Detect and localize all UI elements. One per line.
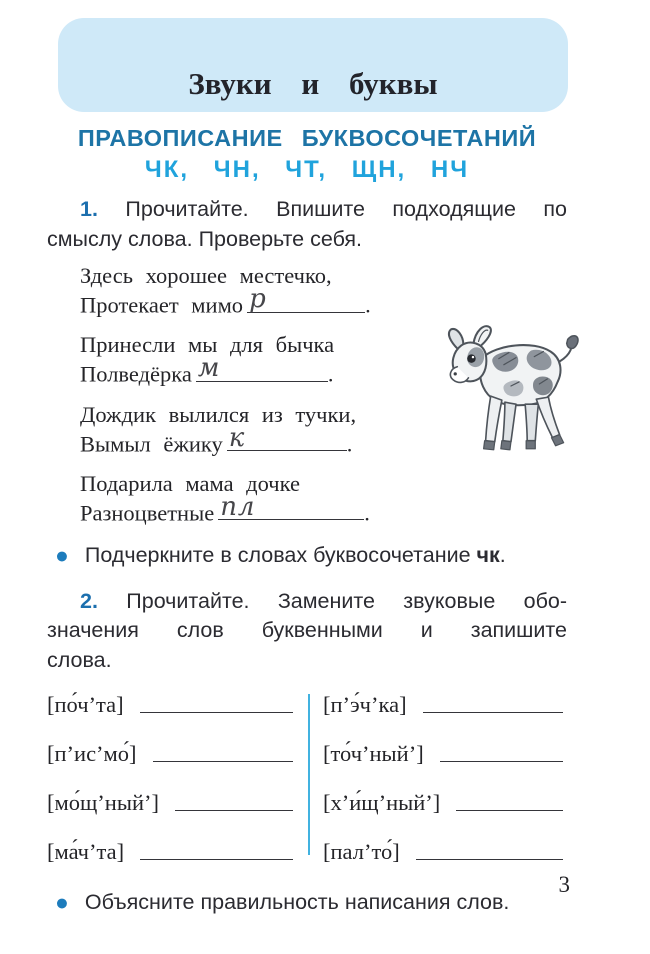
hint-letter: р	[249, 284, 267, 315]
exercise1-bullet-task	[47, 541, 567, 571]
exercise1-instruction-line2: смыслу слова. Проверьте себя.	[47, 226, 363, 251]
transcription-label: [мо́щ’ный’]	[47, 789, 159, 815]
stanza-line1: Дождик вылился из тучки,	[80, 401, 357, 427]
write-in-blank	[456, 810, 563, 811]
transcription-label: [п’ис’мо́]	[47, 740, 137, 766]
hint-letter: м	[197, 353, 221, 384]
write-in-blank	[227, 422, 347, 453]
stanza-line2: Разноцветные пл .	[80, 491, 370, 526]
exercise2-number: 2.	[80, 588, 98, 613]
write-in-blank	[423, 712, 563, 713]
exercise2-instruction-line3: слова.	[47, 648, 112, 673]
write-in-blank	[218, 491, 364, 522]
section-title: Звуки и буквы	[188, 66, 438, 101]
transcription-label: [пал’то́]	[323, 838, 400, 864]
heading-line-1: ПРАВОПИСАНИЕ БУКВОСОЧЕТАНИЙ	[77, 125, 537, 151]
bullet-marker-icon: ●	[55, 541, 69, 568]
exercise2-instruction-line1: Прочитайте. Замените звуковые обо-	[126, 588, 567, 613]
write-in-blank	[140, 712, 293, 713]
bullet-text: Объясните правильность написания слов.	[84, 889, 510, 914]
exercise2-instruction-line2: значения слов буквенными и запишите	[47, 618, 567, 643]
write-in-blank	[153, 761, 293, 762]
heading-line-2: ЧК, ЧН, ЧТ, ЩН, НЧ	[144, 156, 470, 184]
stanza-line2: Протекает мимо р .	[80, 284, 371, 318]
exercise2-instruction	[47, 587, 567, 676]
exercise1-number: 1.	[80, 196, 98, 221]
hint-letter: к	[228, 422, 246, 453]
calf-sketch-icon	[438, 310, 590, 464]
stanza-line1: Здесь хорошее местечко,	[80, 263, 332, 289]
stanza-line1: Подарила мама дочке	[80, 470, 300, 496]
hint-letter: пл	[220, 491, 256, 522]
transcription-row	[47, 790, 567, 816]
poem-stanza	[80, 470, 567, 527]
transcription-label: [ма́ч’та]	[47, 838, 125, 864]
period: .	[327, 361, 334, 387]
transcription-label: [по́ч’та]	[47, 691, 124, 717]
bullet-text: Подчеркните в словах буквосочетание чк.	[84, 542, 506, 567]
write-in-blank	[416, 859, 563, 860]
period: .	[346, 430, 353, 456]
exercise2-bullet-task	[47, 888, 567, 918]
bold-letter-combo: чк	[476, 542, 500, 567]
exercise1-instruction	[47, 195, 567, 254]
transcription-label: [х’и́щ’ный’]	[323, 789, 441, 815]
period: .	[365, 292, 371, 318]
bullet-marker-icon: ●	[55, 888, 69, 915]
write-in-blank	[196, 353, 328, 384]
chapter-heading	[47, 124, 567, 185]
calf-illustration	[438, 310, 590, 464]
transcription-label: [то́ч’ный’]	[323, 740, 424, 766]
stanza-line2: Полведёрка м .	[80, 353, 334, 387]
write-in-blank	[175, 810, 293, 811]
write-in-blank	[140, 859, 293, 860]
stanza-line1: Принесли мы для бычка	[80, 332, 335, 358]
transcription-row	[47, 741, 567, 767]
write-in-blank	[247, 284, 365, 315]
exercise1-instruction-line1: Прочитайте. Впишите подходящие по	[125, 196, 567, 221]
stanza-line2: Вымыл ёжику к .	[80, 422, 353, 456]
column-divider	[308, 694, 310, 855]
transcription-table	[47, 692, 567, 865]
transcription-row	[47, 692, 567, 718]
transcription-label: [п’э́ч’ка]	[323, 691, 407, 717]
transcription-row	[47, 839, 567, 865]
page-number: 3	[558, 872, 570, 897]
write-in-blank	[440, 761, 563, 762]
period: .	[364, 500, 370, 526]
